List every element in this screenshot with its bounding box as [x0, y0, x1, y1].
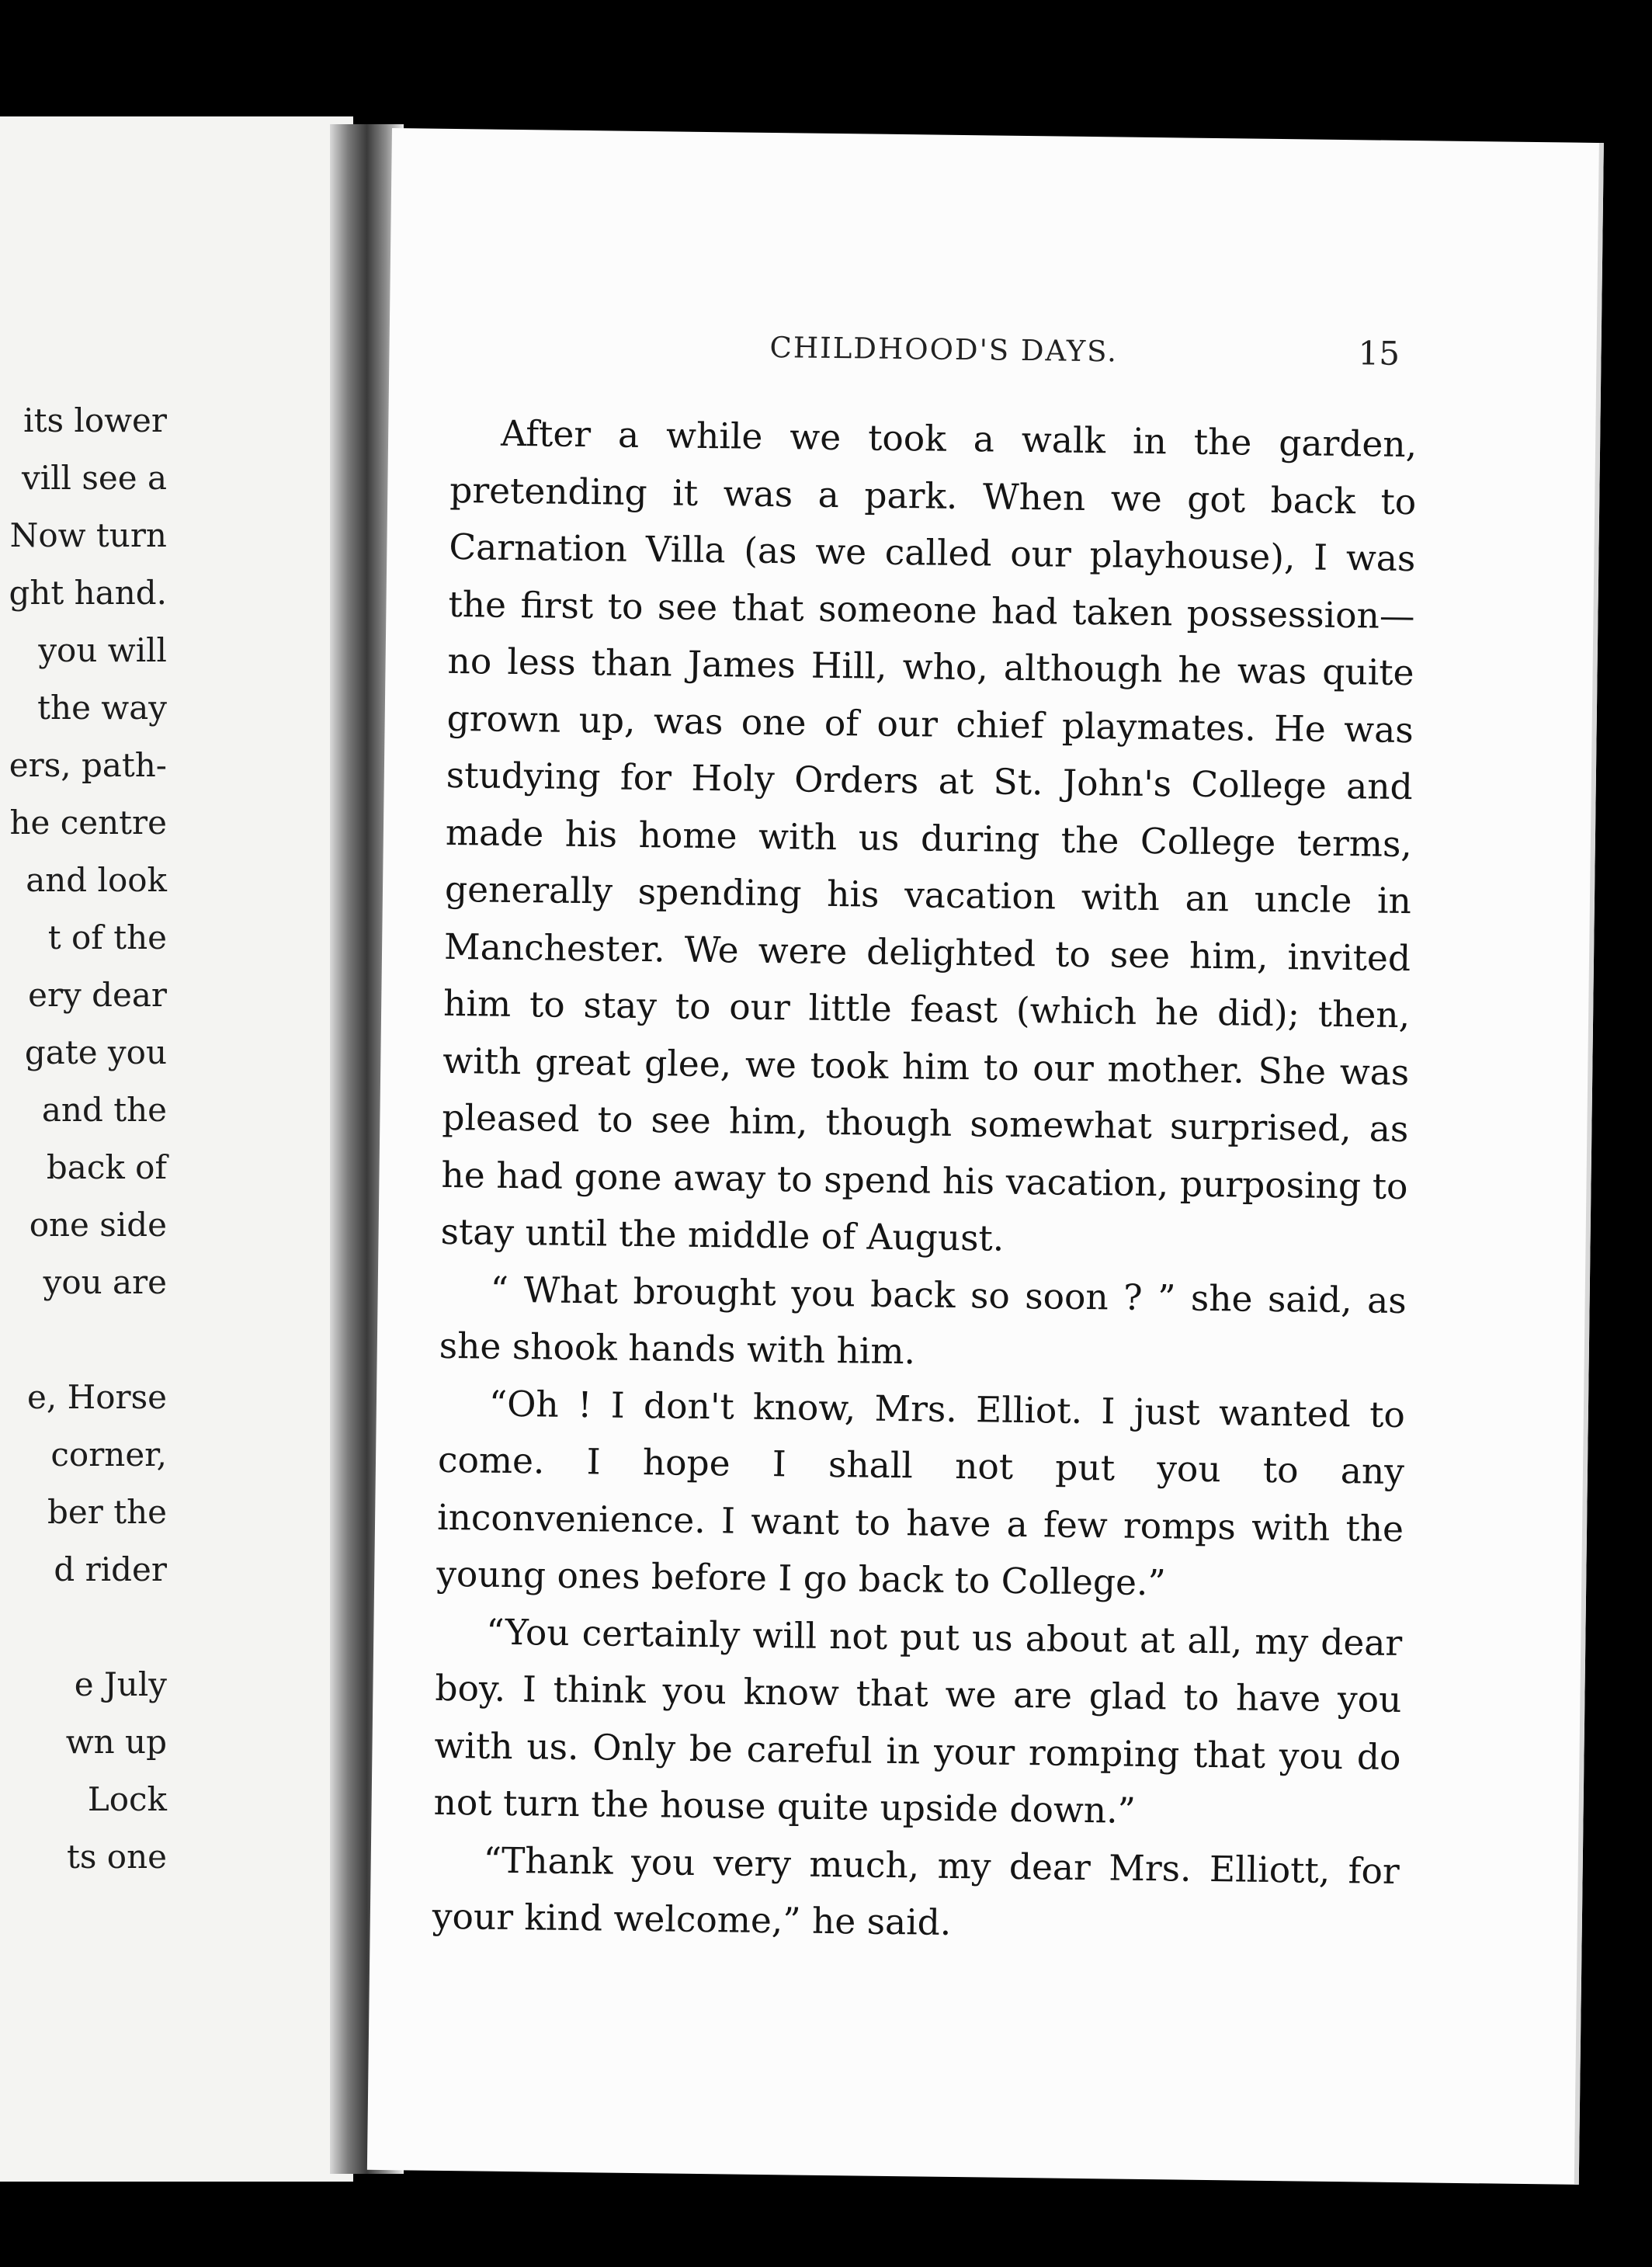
left-page-line: you will: [38, 631, 167, 669]
left-page-line: [0, 1599, 167, 1656]
paragraph: After a while we took a walk in the garden, pretending it was a park. When we got back to Carnation Villa (as we called our playhouse), I was the first to see that someone had taken possession—no less than James Hill, who, although he was quite grown up, was one of our chief playmates. He was studying for Holy Orders at St. John's College and made his home with us during the College terms, generally spending his vacation with an uncle in Manchester. We were delighted to see him, invited him to stay to our little feast (which he did); then, with great glee, we took him to our mother. She was pleased to see him, though somewhat surprised, as he had gone away to spend his vacation, purposing to stay until the middle of August.: [440, 412, 1418, 1259]
paragraph: “Thank you very much, my dear Mrs. Elliott, for your kind welcome,” he said.: [432, 1839, 1400, 1943]
left-page-line: gate you: [24, 1033, 167, 1071]
running-head: CHILDHOOD'S DAYS.: [769, 330, 1119, 369]
left-page-line: and the: [41, 1091, 167, 1129]
left-page-line: vill see a: [21, 459, 167, 497]
paragraph: “ What brought you back so soon ? ” she said, as she shook hands with him.: [439, 1269, 1407, 1373]
left-page-line: ery dear: [28, 976, 167, 1014]
left-page-line: he centre: [9, 804, 167, 842]
left-page-line: and look: [26, 861, 167, 899]
left-page-line: you are: [43, 1263, 167, 1301]
left-page-line: d rider: [54, 1550, 167, 1588]
left-page-line: ber the: [47, 1493, 167, 1531]
left-page-line: back of: [46, 1148, 167, 1186]
left-page-line: one side: [29, 1206, 167, 1244]
paragraph: “You certainly will not put us about at all, my dear boy. I think you know that we are glad to have you with us. Only be careful in your romping that you do not turn the house quite upside down.”: [433, 1611, 1403, 1831]
left-page-line: [0, 1311, 167, 1369]
left-facing-page: [0, 116, 353, 2182]
left-page-line: t of the: [47, 918, 167, 956]
page-number: 15: [1358, 334, 1400, 373]
left-page-text: [0, 392, 167, 1886]
right-page: [367, 128, 1604, 2185]
left-page-line: ers, path-: [9, 746, 167, 784]
left-page-line: the way: [37, 689, 167, 727]
left-page-line: Now turn: [9, 516, 167, 554]
left-page-line: Lock: [87, 1780, 167, 1818]
left-page-line: e, Horse: [27, 1378, 167, 1416]
left-page-line: e July: [74, 1665, 167, 1703]
left-page-line: wn up: [65, 1723, 167, 1761]
left-page-line: corner,: [50, 1436, 167, 1474]
left-page-line: ght hand.: [9, 574, 167, 612]
body-text: [432, 404, 1417, 1957]
paragraph: “Oh ! I don't know, Mrs. Elliot. I just wanted to come. I hope I shall not put you to any inconvenience. I want to have a few romps with the young ones before I go back to College.”: [436, 1383, 1406, 1604]
left-page-line: its lower: [23, 401, 167, 439]
left-page-line: ts one: [67, 1838, 167, 1876]
